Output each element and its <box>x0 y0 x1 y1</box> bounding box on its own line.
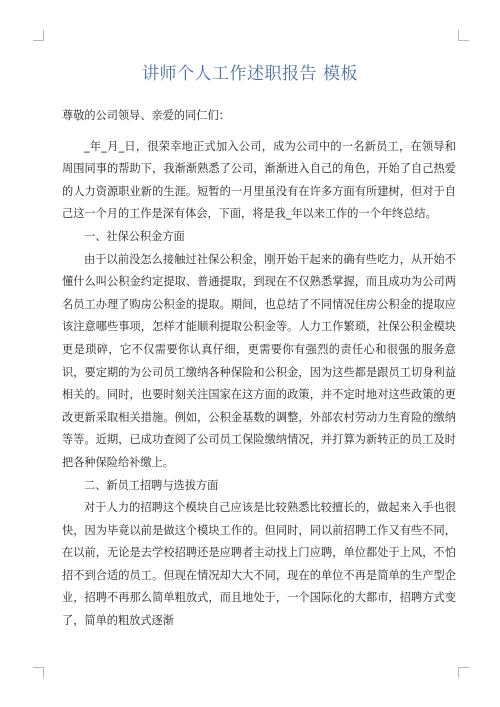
crop-mark-bottom-right <box>458 667 469 678</box>
document-title: 讲师个人工作述职报告 模板 <box>142 64 358 84</box>
crop-mark-bottom-left <box>33 667 44 678</box>
crop-mark-top-left <box>33 30 44 41</box>
crop-mark-top-right <box>458 30 469 41</box>
section-body-social-insurance: 由于以前没怎么接触过社保公积金，刚开始干起来的确有些吃力，从开始不懂什么叫公积金约定提取、普通提取，到现在不仅熟悉掌握，而且成功为公司两名员工办理了购房公积金的提取。期间，也总结了不同情况住房公积金的提取应该注意哪些事项，怎样才能顺利提取公积金等。人力工作繁琐，社保公积金模块更是琐碎，它不仅需要你认真仔细，更需要你有强烈的责任心和很强的服务意识，要定期的为公司员工缴纳各种保险和公积金，因为这些都是跟员工切身利益相关的。同时，也要时刻关注国家在这方面的政策，并不定时地对这些政策的更改更新采取相关措施。例如，公积金基数的调整，外部农村劳动力生育险的缴纳等等。近期，已成功查阅了公司员工保险缴纳情况，并打算为新转正的员工及时把各种保险给补缴上。 <box>62 252 456 469</box>
intro-paragraph: _年_月_日，很荣幸地正式加入公司，成为公司中的一名新员工，在领导和周围同事的帮助下，我渐渐熟悉了公司，渐渐进入自己的角色，开始了自己热爱的人力资源职业新的生涯。短暂的一月里虽没有在许多方面有所建树，但对于自己这一个月的工作是深有体会，下面，将是我_年以来工作的一个年终总结。 <box>62 139 456 221</box>
section-heading-social-insurance: 一、社保公积金方面 <box>84 229 185 243</box>
section-heading-recruitment: 二、新员工招聘与选拔方面 <box>84 478 219 492</box>
salutation: 尊敬的公司领导、亲爱的同仁们： <box>62 109 230 122</box>
document-body <box>62 105 456 633</box>
section-body-recruitment: 对于人力的招聘这个模块自己应该是比较熟悉比较擅长的，做起来入手也很快，因为毕竟以前是做这个模块工作的。但同时，同以前招聘工作又有些不同，在以前，无论是去学校招聘还是应聘者主动找上门应聘，单位都处于上风，不怕招不到合适的员工。但现在情况却大大不同，现在的单位不再是简单的生产型企业，招聘不再那么简单粗放式，而且地处于，一个国际化的大都市，招聘方式变了，简单的粗放式逐渐 <box>62 501 456 628</box>
